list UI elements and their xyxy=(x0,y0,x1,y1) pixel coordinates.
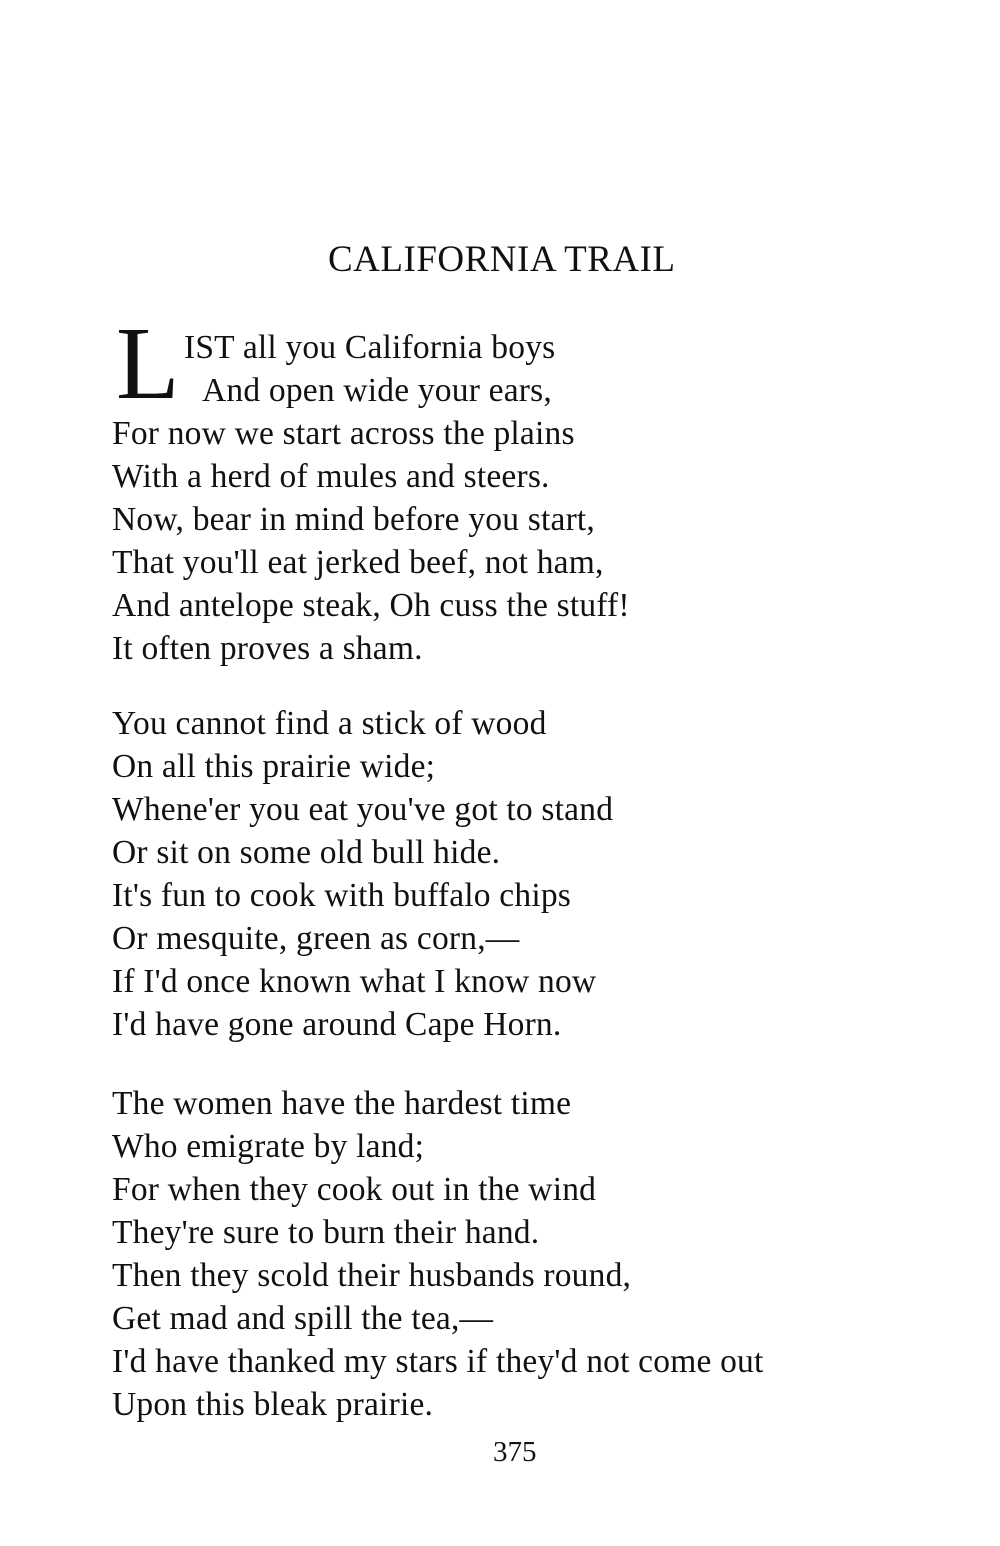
stanza-2 xyxy=(112,702,613,1046)
poem-line: The women have the hardest time xyxy=(112,1085,572,1122)
poem-line: Who emigrate by land; xyxy=(112,1128,425,1165)
poem-line: Upon this bleak prairie. xyxy=(112,1386,434,1423)
poem-line: If I'd once known what I know now xyxy=(112,963,597,1000)
poem-line: IST all you California boys xyxy=(184,329,556,366)
page-number: 375 xyxy=(493,1436,537,1468)
poem-line: It's fun to cook with buffalo chips xyxy=(112,877,572,914)
poem-title: CALIFORNIA TRAIL xyxy=(328,239,676,280)
poem-line: You cannot find a stick of wood xyxy=(112,705,547,742)
poem-line: On all this prairie wide; xyxy=(112,748,436,785)
poem-line: Or sit on some old bull hide. xyxy=(112,834,501,871)
drop-cap: L xyxy=(116,306,180,421)
poem-line: For when they cook out in the wind xyxy=(112,1171,597,1208)
poem-line: They're sure to burn their hand. xyxy=(112,1214,540,1251)
poem-line: I'd have thanked my stars if they'd not come out xyxy=(112,1343,764,1380)
stanza-3 xyxy=(112,1082,764,1426)
poem-line: Now, bear in mind before you start, xyxy=(112,501,596,538)
poem-line: With a herd of mules and steers. xyxy=(112,458,550,495)
poem-line: I'd have gone around Cape Horn. xyxy=(112,1006,562,1043)
poem-line: And open wide your ears, xyxy=(202,372,552,409)
stanza-1 xyxy=(112,326,630,670)
poem-line: Or mesquite, green as corn,— xyxy=(112,920,520,957)
poem-line: Whene'er you eat you've got to stand xyxy=(112,791,614,828)
poem-line: Then they scold their husbands round, xyxy=(112,1257,632,1294)
poem-line: It often proves a sham. xyxy=(112,630,423,667)
poem-line: Get mad and spill the tea,— xyxy=(112,1300,494,1337)
poem-line: That you'll eat jerked beef, not ham, xyxy=(112,544,604,581)
poem-line: And antelope steak, Oh cuss the stuff! xyxy=(112,587,630,624)
poem-line: For now we start across the plains xyxy=(112,415,575,452)
